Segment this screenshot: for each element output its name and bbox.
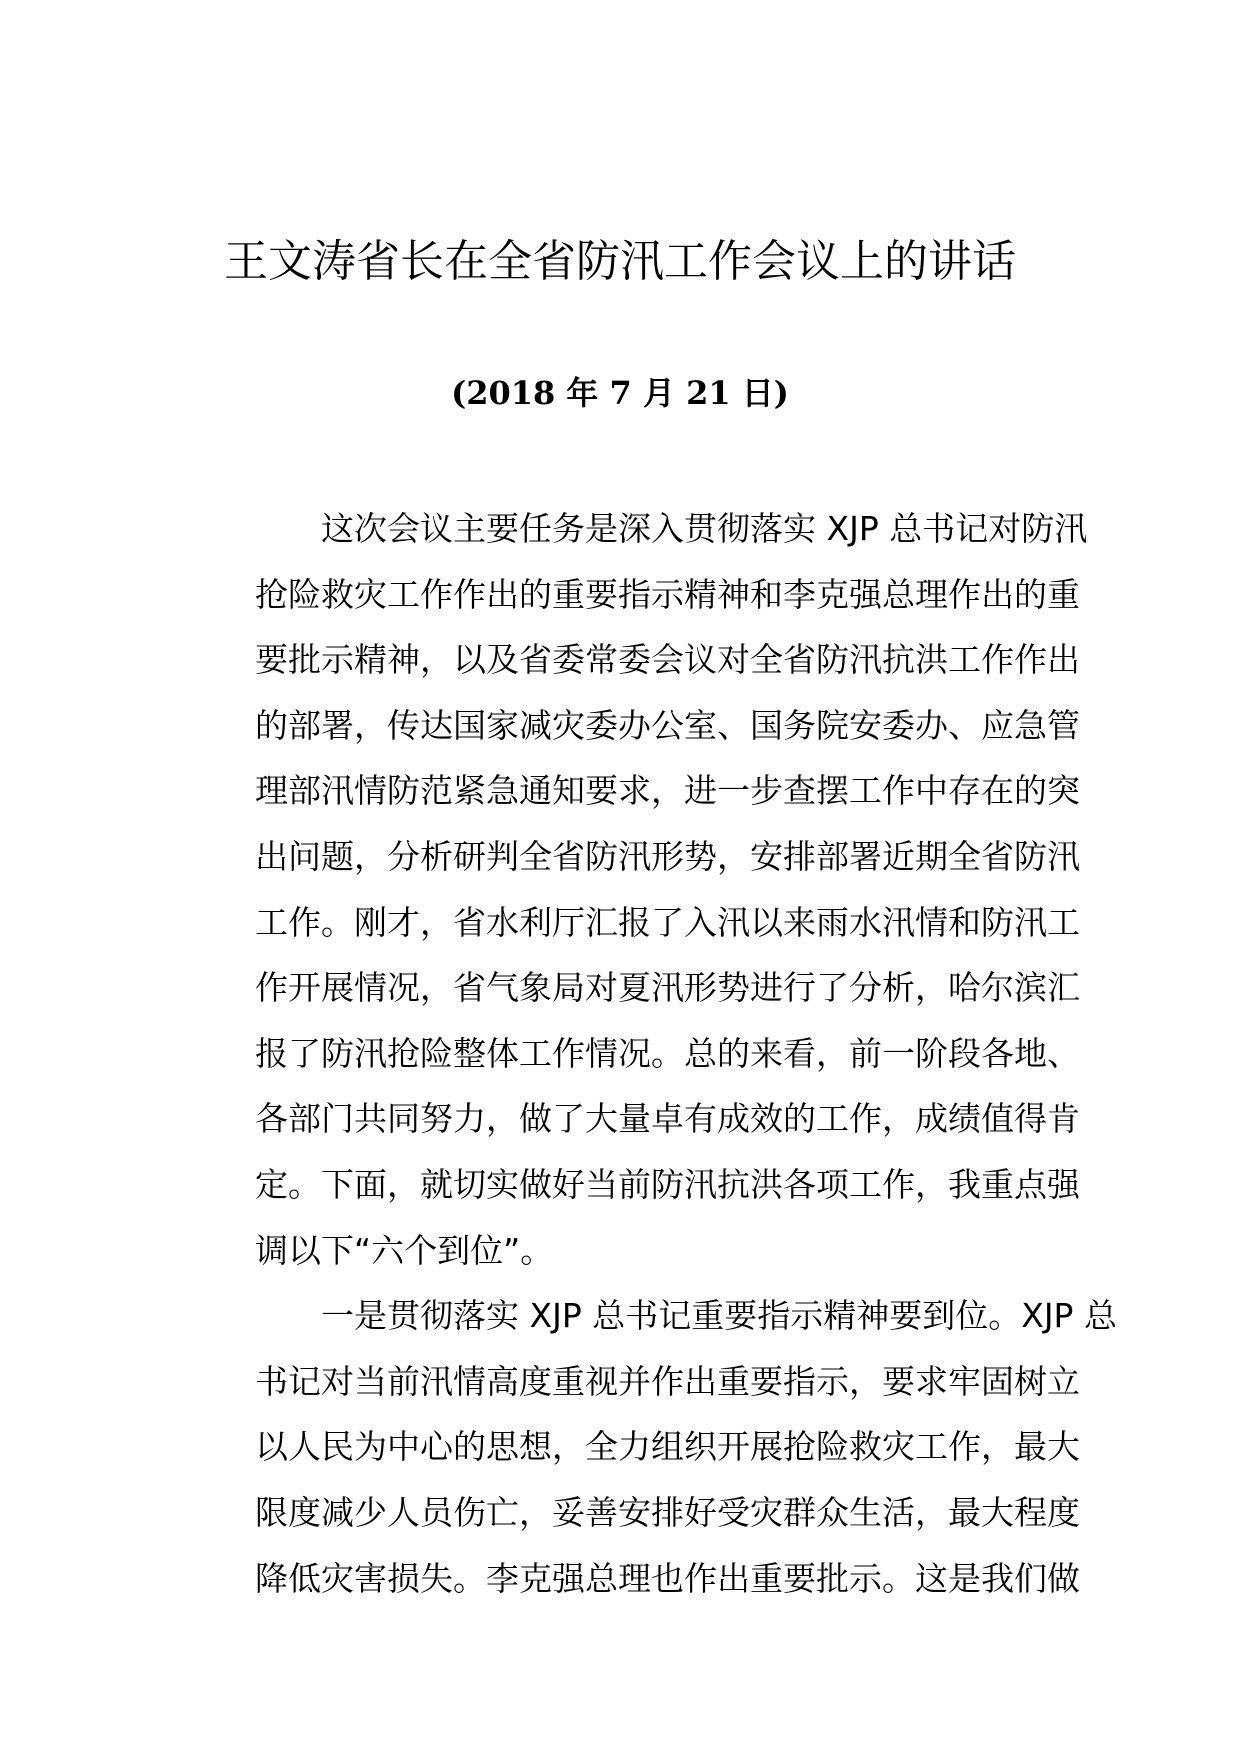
text-line: 报了防汛抢险整体工作情况。总的来看，前一阶段各地、 xyxy=(255,1033,1080,1073)
document-body xyxy=(189,496,1117,1611)
document-date: (2018 年 7 月 21 日) xyxy=(451,374,789,412)
text-line: 各部门共同努力，做了大量卓有成效的工作，成绩值得肯 xyxy=(255,1099,1080,1139)
text-line: 理部汛情防范紧急通知要求，进一步查摆工作中存在的突 xyxy=(255,771,1080,811)
paragraph-point-one xyxy=(189,1283,1117,1611)
text-line: 降低灾害损失。李克强总理也作出重要批示。这是我们做 xyxy=(255,1558,1080,1598)
text-line: 的部署，传达国家减灾委办公室、国务院安委办、应急管 xyxy=(255,705,1080,745)
text-line: 工作。刚才，省水利厅汇报了入汛以来雨水汛情和防汛工 xyxy=(255,902,1080,942)
text-line: 限度减少人员伤亡，妥善安排好受灾群众生活，最大程度 xyxy=(255,1492,1080,1532)
text-line: 以人民为中心的思想，全力组织开展抢险救灾工作，最大 xyxy=(255,1427,1080,1467)
text-line: 书记对当前汛情高度重视并作出重要指示，要求牢固树立 xyxy=(255,1361,1080,1401)
text-line: 出问题，分析研判全省防汛形势，安排部署近期全省防汛 xyxy=(255,836,1080,876)
text-line: 作开展情况，省气象局对夏汛形势进行了分析，哈尔滨汇 xyxy=(255,968,1080,1008)
text-line: 要批示精神，以及省委常委会议对全省防汛抗洪工作作出 xyxy=(255,640,1080,680)
text-line: 这次会议主要任务是深入贯彻落实 XJP 总书记对防汛 xyxy=(321,509,1088,548)
document-title: 王文涛省长在全省防汛工作会议上的讲话 xyxy=(224,236,1016,287)
text-line: 抢险救灾工作作出的重要指示精神和李克强总理作出的重 xyxy=(255,574,1080,614)
text-line: 定。下面，就切实做好当前防汛抗洪各项工作，我重点强 xyxy=(255,1164,1080,1204)
text-line: 一是贯彻落实 XJP 总书记重要指示精神要到位。XJP 总 xyxy=(321,1296,1117,1336)
text-line: 调以下“六个到位”。 xyxy=(255,1230,554,1270)
paragraph-intro xyxy=(189,496,1088,1283)
